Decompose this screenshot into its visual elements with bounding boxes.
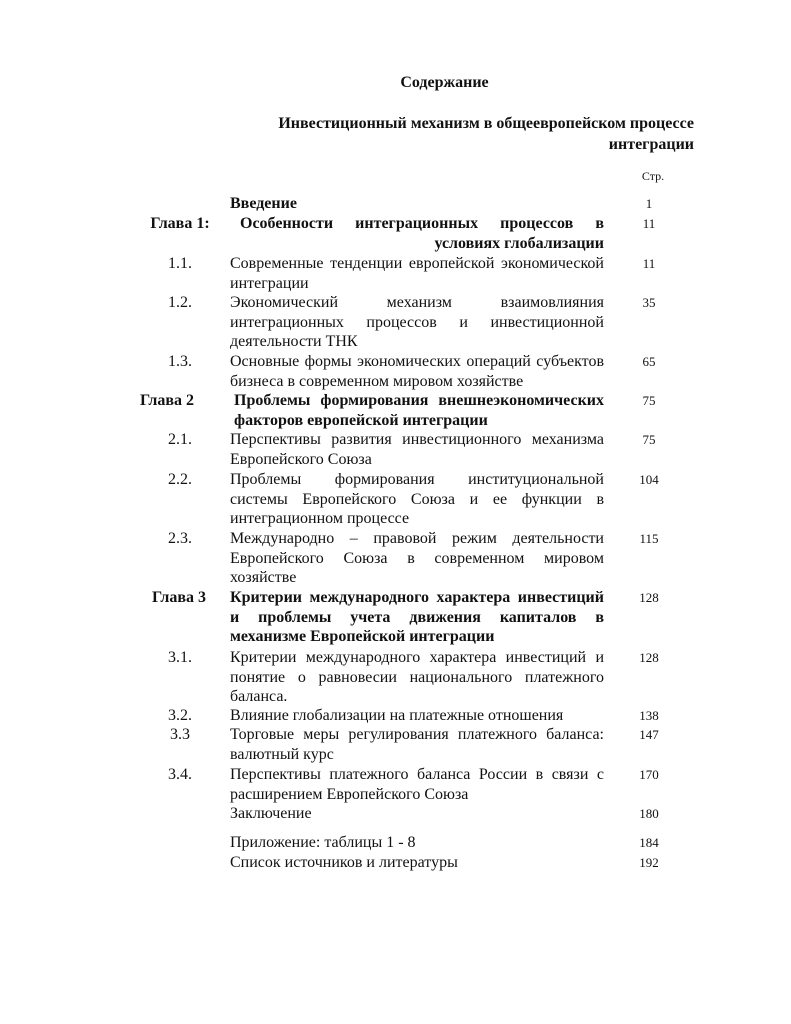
toc-entry-section-1-3 xyxy=(130,352,694,391)
toc-entry-title: Критерии международного характера инвестиций и проблемы учета движения капиталов в механизме Европейской интеграции xyxy=(230,589,604,645)
toc-entry-label: 1.3. xyxy=(168,353,192,370)
toc-entry-label: 2.2. xyxy=(168,471,192,488)
toc-entry-chapter-2 xyxy=(130,391,694,430)
toc-entry-page: 170 xyxy=(639,767,659,782)
toc-entry-label: 2.1. xyxy=(168,431,192,448)
toc-entry-page: 184 xyxy=(639,835,659,850)
toc-entry-title: Список источников и литературы xyxy=(230,854,458,871)
toc-entry-chapter-3 xyxy=(130,588,694,647)
toc-entry-page: 180 xyxy=(639,806,659,821)
toc-entry-title: Проблемы формирования внешнеэкономических факторов европейской интеграции xyxy=(234,392,604,429)
toc-entry-title: Основные формы экономических операций субъектов бизнеса в современном мировом хозяйстве xyxy=(230,353,604,390)
toc-entry-page: 115 xyxy=(639,531,659,546)
toc-entry-section-3-4 xyxy=(130,765,694,804)
toc-entry-section-3-3 xyxy=(130,725,694,764)
toc-entry-page: 192 xyxy=(639,855,659,870)
toc-entry-label: Глава 3 xyxy=(152,589,206,606)
toc-entry-label xyxy=(130,804,230,824)
toc-entry-page: 147 xyxy=(639,727,659,742)
toc-entry-section-1-2 xyxy=(130,293,694,352)
toc-entry-page: 138 xyxy=(639,708,659,723)
toc-entry-label: 1.1. xyxy=(168,255,192,272)
toc-entry-title: Экономический механизм взаимовлияния интеграционных процессов и инвестиционной деятельности ТНК xyxy=(230,294,604,350)
toc-entry-title: Перспективы развития инвестиционного механизма Европейского Союза xyxy=(230,431,604,468)
toc-entry-title: Торговые меры регулирования платежного баланса: валютный курс xyxy=(230,726,604,763)
toc-entry-page: 11 xyxy=(642,216,656,231)
toc-entry-section-2-3 xyxy=(130,529,694,588)
toc-entry-label: Глава 1: xyxy=(150,215,210,232)
toc-entry-section-3-1 xyxy=(130,648,694,707)
toc-entry-introduction xyxy=(130,194,694,214)
toc-entry-label xyxy=(130,833,230,853)
toc-entry-title: Введение xyxy=(230,195,297,212)
toc-entry-title: Критерии международного характера инвестиций и понятие о равновесии национального платежного баланса. xyxy=(230,649,604,705)
toc-entry-page: 75 xyxy=(642,432,656,447)
toc-entry-section-2-2 xyxy=(130,470,694,529)
toc-entry-title: Современные тенденции европейской экономической интеграции xyxy=(230,255,604,292)
toc-entry-page: 65 xyxy=(642,354,656,369)
toc-entry-title: Заключение xyxy=(230,805,312,822)
toc-entry-label: 3.3 xyxy=(170,726,190,743)
toc-entry-label xyxy=(130,853,230,873)
page-title: Содержание xyxy=(400,74,489,91)
toc-entry-label xyxy=(130,194,230,214)
toc-entry-title: Проблемы формирования институциональной системы Европейского Союза и ее функции в интеграционном процессе xyxy=(230,471,604,527)
toc-entry-page: 35 xyxy=(642,295,656,310)
toc-entry-label: 2.3. xyxy=(168,530,192,547)
toc-entry-label: 1.2. xyxy=(168,294,192,311)
toc-entry-title: Приложение: таблицы 1 - 8 xyxy=(230,834,416,851)
toc-entry-section-1-1 xyxy=(130,254,694,293)
toc-entry-label: 3.1. xyxy=(168,649,192,666)
toc-entry-chapter-1 xyxy=(130,214,694,253)
toc-entry-label: 3.2. xyxy=(168,707,192,724)
toc-entry-bibliography xyxy=(130,853,694,873)
toc-entry-appendix xyxy=(130,833,694,853)
toc-entry-page: 104 xyxy=(639,472,659,487)
toc-entry-page: 128 xyxy=(639,650,659,665)
toc-entry-title: Влияние глобализации на платежные отношения xyxy=(230,707,564,724)
page-column-header: Стр. xyxy=(641,169,665,183)
toc-entry-label: 3.4. xyxy=(168,766,192,783)
toc-entry-conclusion xyxy=(130,804,694,824)
toc-entry-title: Перспективы платежного баланса России в связи с расширением Европейского Союза xyxy=(230,766,604,803)
toc-entry-title: Особенности интеграционных процессов в условиях глобализации xyxy=(240,215,604,252)
toc-entry-title: Международно – правовой режим деятельности Европейского Союза в современном мировом хозяйстве xyxy=(230,530,604,586)
toc-entry-page: 1 xyxy=(645,196,653,211)
toc-entry-label: Глава 2 xyxy=(140,392,194,409)
toc-entry-section-3-2 xyxy=(130,706,694,726)
document-subtitle: Инвестиционный механизм в общеевропейском процессе интеграции xyxy=(278,115,694,153)
toc-entry-page: 128 xyxy=(639,590,659,605)
toc-entry-page: 75 xyxy=(642,393,656,408)
toc-entry-page: 11 xyxy=(642,256,656,271)
toc-entry-section-2-1 xyxy=(130,430,694,469)
